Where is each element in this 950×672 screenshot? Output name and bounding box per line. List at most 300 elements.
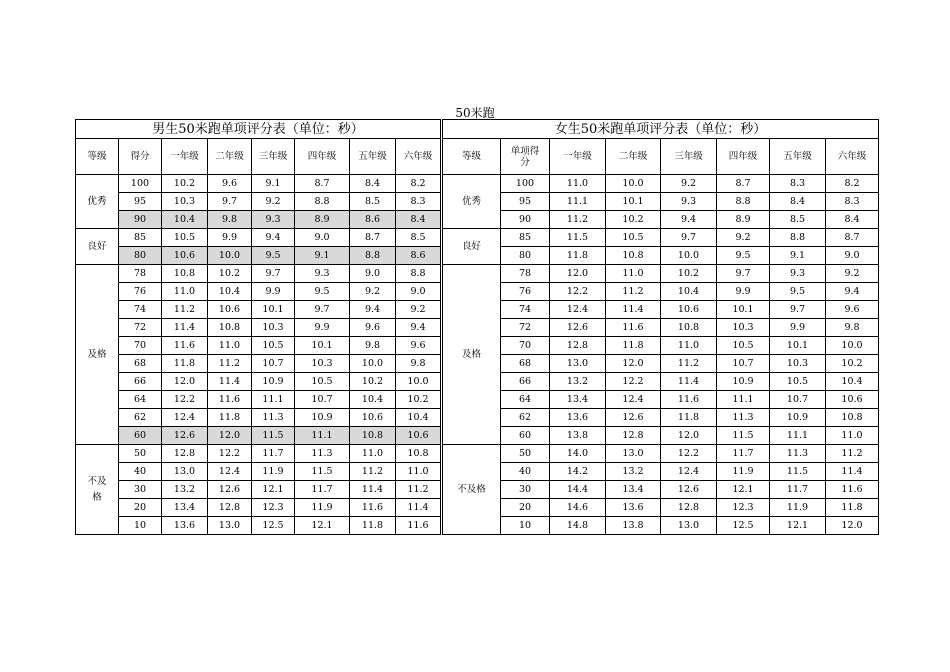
table-row [76,355,441,373]
time-cell: 10.6 [396,427,441,445]
time-cell: 13.4 [606,481,661,499]
time-cell: 10.3 [162,193,208,211]
time-cell: 9.3 [770,265,826,283]
time-cell: 10.8 [350,427,396,445]
time-cell: 8.5 [396,229,441,247]
time-cell: 12.3 [717,499,770,517]
table-row [443,283,879,301]
time-cell: 12.1 [717,481,770,499]
table-row [76,265,441,283]
time-cell: 12.6 [208,481,252,499]
time-cell: 13.8 [550,427,606,445]
level-cell: 优秀 [443,175,501,229]
time-cell: 9.1 [770,247,826,265]
score-cell: 72 [501,319,550,337]
time-cell: 11.6 [396,517,441,535]
time-cell: 10.4 [661,283,717,301]
table-row [443,517,879,535]
table-row [76,391,441,409]
time-cell: 12.8 [162,445,208,463]
time-cell: 10.3 [252,319,295,337]
time-cell: 9.7 [295,301,350,319]
time-cell: 8.7 [350,229,396,247]
table-row [443,481,879,499]
time-cell: 12.6 [162,427,208,445]
table-row [76,373,441,391]
table-row [76,247,441,265]
time-cell: 12.3 [252,499,295,517]
grade-column-header: 五年级 [770,139,826,175]
time-cell: 13.4 [162,499,208,517]
level-cell: 不及格 [76,445,119,535]
grade-column-header: 四年级 [295,139,350,175]
time-cell: 8.2 [826,175,879,193]
time-cell: 11.2 [162,301,208,319]
score-cell: 68 [501,355,550,373]
time-cell: 13.4 [550,391,606,409]
time-cell: 12.4 [208,463,252,481]
time-cell: 9.5 [252,247,295,265]
time-cell: 9.6 [396,337,441,355]
time-cell: 10.7 [252,355,295,373]
time-cell: 12.2 [606,373,661,391]
time-cell: 10.0 [826,337,879,355]
time-cell: 9.0 [295,229,350,247]
score-column-header: 单项得分 [501,139,550,175]
time-cell: 11.0 [396,463,441,481]
time-cell: 9.4 [252,229,295,247]
time-cell: 10.6 [350,409,396,427]
time-cell: 11.8 [550,247,606,265]
time-cell: 9.4 [396,319,441,337]
time-cell: 10.8 [826,409,879,427]
time-cell: 8.4 [350,175,396,193]
time-cell: 10.2 [606,211,661,229]
time-cell: 12.0 [826,517,879,535]
table-row [76,409,441,427]
time-cell: 11.3 [717,409,770,427]
time-cell: 9.2 [826,265,879,283]
grade-column-header: 五年级 [350,139,396,175]
score-cell: 85 [119,229,162,247]
table-row [76,337,441,355]
score-cell: 70 [501,337,550,355]
time-cell: 11.5 [550,229,606,247]
time-cell: 10.2 [208,265,252,283]
time-cell: 11.8 [826,499,879,517]
time-cell: 11.6 [826,481,879,499]
time-cell: 12.8 [550,337,606,355]
time-cell: 9.4 [661,211,717,229]
table-row [76,283,441,301]
table-row [443,175,879,193]
grade-column-header: 六年级 [396,139,441,175]
score-cell: 72 [119,319,162,337]
time-cell: 12.8 [661,499,717,517]
time-cell: 11.3 [770,445,826,463]
table-row [443,229,879,247]
time-cell: 10.9 [770,409,826,427]
time-cell: 11.8 [162,355,208,373]
time-cell: 10.3 [770,355,826,373]
time-cell: 12.5 [717,517,770,535]
table-row [76,427,441,445]
time-cell: 12.0 [162,373,208,391]
time-cell: 11.5 [295,463,350,481]
time-cell: 12.6 [550,319,606,337]
score-cell: 90 [119,211,162,229]
time-cell: 12.0 [208,427,252,445]
time-cell: 10.0 [606,175,661,193]
score-cell: 64 [119,391,162,409]
time-cell: 9.2 [252,193,295,211]
table-row [443,373,879,391]
table-row [443,409,879,427]
score-cell: 76 [501,283,550,301]
time-cell: 11.2 [396,481,441,499]
time-cell: 13.6 [606,499,661,517]
score-cell: 10 [501,517,550,535]
level-cell: 不及格 [443,445,501,535]
time-cell: 10.2 [396,391,441,409]
table-row [443,193,879,211]
grade-column-header: 二年级 [606,139,661,175]
time-cell: 11.1 [770,427,826,445]
time-cell: 13.8 [606,517,661,535]
table-row [443,337,879,355]
time-cell: 9.0 [396,283,441,301]
table-title: 男生50米跑单项评分表（单位：秒） [76,120,441,139]
table-row [76,517,441,535]
time-cell: 10.6 [661,301,717,319]
time-cell: 10.4 [826,373,879,391]
time-cell: 11.9 [717,463,770,481]
time-cell: 11.6 [162,337,208,355]
score-cell: 100 [501,175,550,193]
time-cell: 11.8 [208,409,252,427]
time-cell: 11.4 [661,373,717,391]
time-cell: 8.8 [770,229,826,247]
time-cell: 11.1 [295,427,350,445]
time-cell: 11.2 [208,355,252,373]
time-cell: 11.1 [252,391,295,409]
score-cell: 64 [501,391,550,409]
score-cell: 20 [501,499,550,517]
time-cell: 12.0 [550,265,606,283]
time-cell: 11.6 [661,391,717,409]
time-cell: 9.3 [295,265,350,283]
time-cell: 8.5 [350,193,396,211]
time-cell: 9.3 [661,193,717,211]
time-cell: 11.2 [826,445,879,463]
time-cell: 10.8 [208,319,252,337]
time-cell: 10.6 [826,391,879,409]
time-cell: 10.2 [826,355,879,373]
time-cell: 8.8 [396,265,441,283]
table-row [443,463,879,481]
time-cell: 8.5 [770,211,826,229]
time-cell: 10.4 [162,211,208,229]
time-cell: 8.4 [396,211,441,229]
score-cell: 50 [501,445,550,463]
score-cell: 40 [119,463,162,481]
time-cell: 10.3 [295,355,350,373]
level-cell: 优秀 [76,175,119,229]
time-cell: 8.4 [826,211,879,229]
time-cell: 13.6 [162,517,208,535]
grade-column-header: 二年级 [208,139,252,175]
table-row [76,445,441,463]
table-row [443,499,879,517]
time-cell: 8.3 [770,175,826,193]
time-cell: 11.6 [208,391,252,409]
score-cell: 78 [501,265,550,283]
time-cell: 10.5 [295,373,350,391]
time-cell: 11.0 [350,445,396,463]
table-row [443,391,879,409]
time-cell: 8.9 [295,211,350,229]
time-cell: 11.4 [162,319,208,337]
time-cell: 12.8 [208,499,252,517]
time-cell: 11.4 [350,481,396,499]
time-cell: 10.6 [162,247,208,265]
table-row [443,355,879,373]
score-cell: 85 [501,229,550,247]
time-cell: 11.3 [252,409,295,427]
level-cell: 及格 [76,265,119,445]
score-cell: 40 [501,463,550,481]
time-cell: 14.8 [550,517,606,535]
time-cell: 12.5 [252,517,295,535]
time-cell: 11.0 [606,265,661,283]
time-cell: 10.5 [717,337,770,355]
time-cell: 11.9 [295,499,350,517]
time-cell: 8.2 [396,175,441,193]
time-cell: 10.9 [717,373,770,391]
table-row [76,193,441,211]
time-cell: 9.9 [717,283,770,301]
time-cell: 10.4 [208,283,252,301]
table-row [443,247,879,265]
time-cell: 11.5 [252,427,295,445]
time-cell: 9.7 [770,301,826,319]
time-cell: 10.1 [717,301,770,319]
score-cell: 20 [119,499,162,517]
time-cell: 11.7 [295,481,350,499]
time-cell: 8.7 [295,175,350,193]
time-cell: 10.1 [295,337,350,355]
time-cell: 11.0 [550,175,606,193]
time-cell: 13.0 [550,355,606,373]
time-cell: 11.5 [770,463,826,481]
level-column-header: 等级 [76,139,119,175]
time-cell: 12.2 [661,445,717,463]
time-cell: 9.2 [717,229,770,247]
time-cell: 12.4 [550,301,606,319]
time-cell: 10.9 [295,409,350,427]
time-cell: 11.3 [295,445,350,463]
time-cell: 12.4 [661,463,717,481]
time-cell: 9.5 [717,247,770,265]
time-cell: 11.7 [252,445,295,463]
score-cell: 78 [119,265,162,283]
time-cell: 13.0 [208,517,252,535]
time-cell: 9.8 [396,355,441,373]
grade-column-header: 四年级 [717,139,770,175]
time-cell: 10.5 [252,337,295,355]
time-cell: 14.0 [550,445,606,463]
time-cell: 9.8 [208,211,252,229]
time-cell: 10.4 [350,391,396,409]
time-cell: 9.0 [350,265,396,283]
time-cell: 9.5 [295,283,350,301]
time-cell: 10.7 [717,355,770,373]
table-row [76,175,441,193]
level-column-header: 等级 [443,139,501,175]
time-cell: 12.1 [770,517,826,535]
time-cell: 11.8 [606,337,661,355]
time-cell: 10.0 [661,247,717,265]
time-cell: 12.2 [208,445,252,463]
time-cell: 10.3 [717,319,770,337]
time-cell: 12.2 [550,283,606,301]
female-score-table [442,119,879,535]
time-cell: 11.7 [770,481,826,499]
time-cell: 8.7 [826,229,879,247]
time-cell: 11.4 [208,373,252,391]
time-cell: 11.4 [606,301,661,319]
time-cell: 13.0 [661,517,717,535]
time-cell: 10.0 [208,247,252,265]
table-row [76,301,441,319]
score-cell: 60 [501,427,550,445]
time-cell: 11.2 [550,211,606,229]
time-cell: 9.4 [350,301,396,319]
table-title: 女生50米跑单项评分表（单位：秒） [443,120,879,139]
time-cell: 13.2 [606,463,661,481]
time-cell: 11.0 [208,337,252,355]
time-cell: 10.1 [606,193,661,211]
time-cell: 13.0 [606,445,661,463]
time-cell: 11.9 [770,499,826,517]
time-cell: 11.0 [826,427,879,445]
score-cell: 30 [501,481,550,499]
time-cell: 10.0 [350,355,396,373]
table-title-row [443,120,879,139]
time-cell: 11.1 [717,391,770,409]
time-cell: 10.8 [661,319,717,337]
time-cell: 10.5 [770,373,826,391]
time-cell: 9.2 [396,301,441,319]
table-row [443,445,879,463]
time-cell: 10.0 [396,373,441,391]
score-cell: 62 [119,409,162,427]
time-cell: 10.8 [606,247,661,265]
time-cell: 8.7 [717,175,770,193]
time-cell: 13.0 [162,463,208,481]
time-cell: 10.5 [606,229,661,247]
time-cell: 11.4 [396,499,441,517]
time-cell: 12.8 [606,427,661,445]
time-cell: 13.2 [550,373,606,391]
time-cell: 8.6 [396,247,441,265]
score-cell: 62 [501,409,550,427]
time-cell: 9.7 [661,229,717,247]
time-cell: 10.1 [770,337,826,355]
time-cell: 9.6 [208,175,252,193]
score-cell: 76 [119,283,162,301]
time-cell: 10.1 [252,301,295,319]
score-cell: 66 [119,373,162,391]
time-cell: 9.2 [661,175,717,193]
time-cell: 9.6 [826,301,879,319]
time-cell: 9.6 [350,319,396,337]
time-cell: 11.9 [252,463,295,481]
table-row [443,301,879,319]
time-cell: 11.0 [661,337,717,355]
time-cell: 13.6 [550,409,606,427]
time-cell: 11.5 [717,427,770,445]
grade-column-header: 三年级 [252,139,295,175]
time-cell: 8.3 [826,193,879,211]
grade-column-header: 一年级 [550,139,606,175]
time-cell: 12.2 [162,391,208,409]
time-cell: 8.8 [717,193,770,211]
table-row [76,499,441,517]
score-cell: 80 [119,247,162,265]
time-cell: 9.3 [252,211,295,229]
time-cell: 10.9 [252,373,295,391]
time-cell: 12.0 [606,355,661,373]
table-row [76,463,441,481]
time-cell: 11.7 [717,445,770,463]
time-cell: 9.9 [770,319,826,337]
score-cell: 74 [119,301,162,319]
time-cell: 14.2 [550,463,606,481]
time-cell: 9.8 [350,337,396,355]
time-cell: 12.1 [295,517,350,535]
score-cell: 60 [119,427,162,445]
time-cell: 10.2 [661,265,717,283]
time-cell: 9.7 [717,265,770,283]
document-title: 50米跑 [455,106,495,120]
time-cell: 9.9 [208,229,252,247]
time-cell: 11.2 [606,283,661,301]
male-score-table [75,119,441,535]
time-cell: 11.8 [661,409,717,427]
time-cell: 14.6 [550,499,606,517]
column-header-row [443,139,879,175]
time-cell: 11.8 [350,517,396,535]
table-row [76,319,441,337]
time-cell: 12.6 [661,481,717,499]
time-cell: 11.6 [350,499,396,517]
time-cell: 9.9 [295,319,350,337]
table-row [76,481,441,499]
time-cell: 10.2 [350,373,396,391]
level-cell: 良好 [443,229,501,265]
time-cell: 11.0 [162,283,208,301]
time-cell: 12.1 [252,481,295,499]
score-cell: 66 [501,373,550,391]
time-cell: 8.8 [350,247,396,265]
time-cell: 9.0 [826,247,879,265]
table-row [443,265,879,283]
time-cell: 10.7 [295,391,350,409]
time-cell: 9.1 [252,175,295,193]
table-row [443,319,879,337]
score-cell: 95 [501,193,550,211]
